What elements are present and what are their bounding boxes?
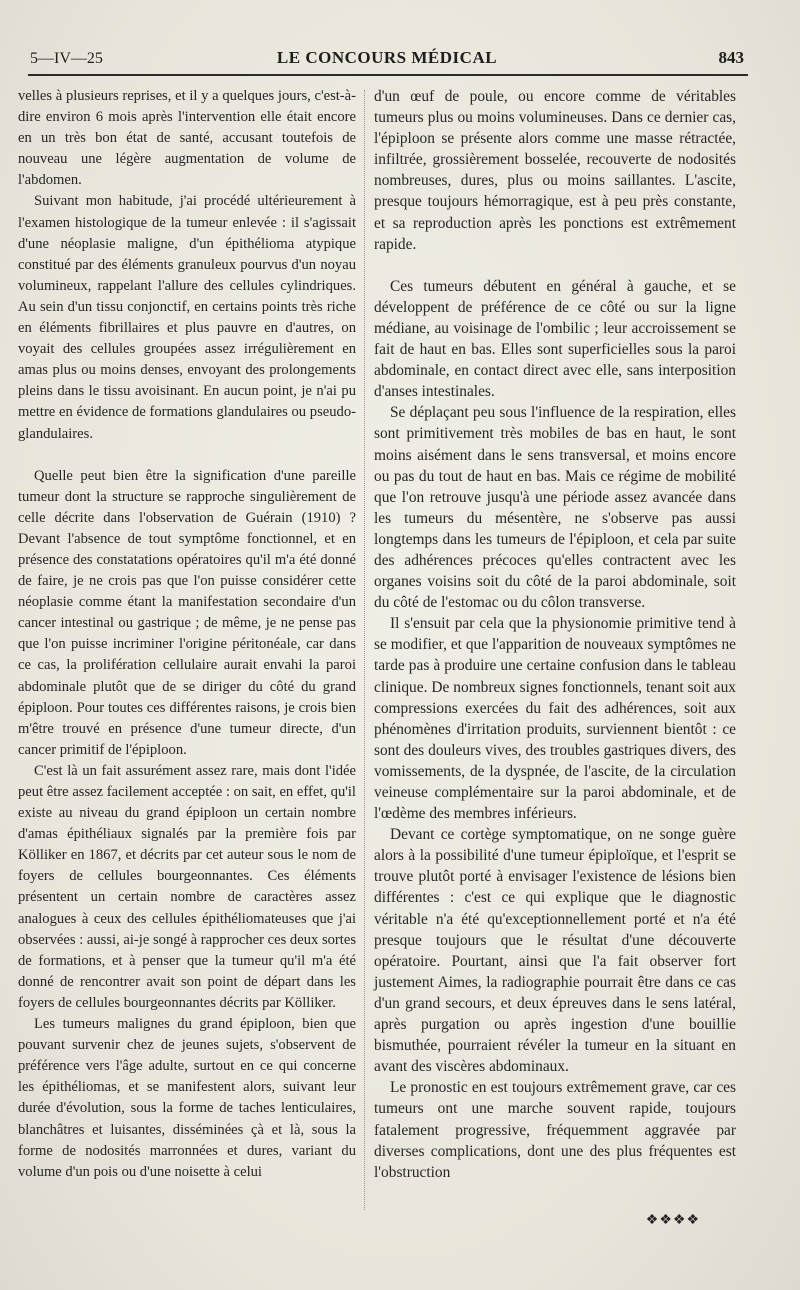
header-rule — [28, 74, 748, 76]
paragraph: Quelle peut bien être la signification d'une pareille tumeur dont la structure se rapproche singulièrement de celle décrite dans l'observation de Guérain (1910) ? Devant l'absence de tout symptôme fonctionnel, et en présence des constatations opératoires qu'il m'a été donné de faire, je ne crois pas que l'on puisse considérer cette néoplasie comme étant la manifestation secondaire d'un cancer intestinal ou gastrique ; de même, je ne pense pas que l'on puisse incriminer l'origine péritonéale, car dans ce cas, la prolifération cellulaire aurait envahi la paroi abdominale plutôt que de se diriger du côté du grand épiploon. Pour toutes ces différentes raisons, je crois bien m'être trouvé en présence d'une tumeur directe, d'un cancer primitif de l'épiploon. — [18, 467, 356, 758]
page-number: 843 — [718, 48, 744, 67]
paragraph: C'est là un fait assurément assez rare, mais dont l'idée peut être assez facilement acceptée : on sait, en effet, qu'il existe au niveau du grand épiploon un certain nombre d'amas épithéliaux signalés par la première fois par Kölliker en 1867, et décrits par cet auteur sous le nom de foyers de cellules bourgeonnantes. Ces éléments présentent un certain nombre de caractères assez analogues à ceux des cellules épithéliomateuses que j'ai observées : aussi, ai-je songé à rapprocher ces deux sortes de formations, et à penser que la tumeur qu'il m'a été donné de rencontrer avait son point de départ dans les foyers de cellules bourgeonnantes décrits par Kölliker. — [18, 762, 356, 1011]
paragraph: velles à plusieurs reprises, et il y a quelques jours, c'est-à-dire environ 6 mois après l'intervention elle était encore en un très bon état de santé, accusant toutefois de nouveau une légère augmentation de volume de l'abdomen. — [18, 88, 356, 189]
paragraph: d'un œuf de poule, ou encore comme de véritables tumeurs plus ou moins volumineuses. Dans ce dernier cas, l'épiploon se présente alors comme une masse rétractée, infiltrée, grossièrement bosselée, recouverte de nodosités nombreuses, dures, plus ou moins saillantes. L'ascite, presque toujours hémorragique, est à peu près constante, et sa reproduction après les ponctions est extrêmement rapide. — [374, 88, 736, 253]
paragraph: Devant ce cortège symptomatique, on ne songe guère alors à la possibilité d'une tumeur épiploïque, et l'esprit se trouve plutôt porté à envisager l'existence de lésions bien différentes : c'est ce qui explique que le diagnostic véritable n'a été qu'exceptionnellement porté et n'a été presque toujours que le résultat d'une découverte opératoire. Pourtant, ainsi que l'a fait observer fort justement Aimes, la radiographie pourrait être dans ce cas d'un grand secours, et deux épreuves dans le sens latéral, après purgation ou après ingestion d'une bouillie bismuthée, pourraient révéler la tumeur en la situant en avant des viscères abdominaux. — [374, 826, 736, 1076]
paragraph: Se déplaçant peu sous l'influence de la respiration, elles sont primitivement très mobiles de bas en haut, le sont moins aisément dans le sens transversal, et moins encore ou pas du tout de haut en bas. Mais ce régime de mobilité que l'on retrouve jusqu'à une période assez avancée dans les tumeurs du mésentère, ne s'observe pas aussi longtemps dans les tumeurs de l'épiploon, et cela par suite des adhérences précoces qu'elles contractent avec les organes voisins soit du côté de la paroi abdominale, soit du côté de l'estomac ou du côlon transverse. — [374, 404, 736, 612]
right-column — [374, 86, 736, 1238]
page-header — [30, 44, 744, 74]
paragraph: Suivant mon habitude, j'ai procédé ultérieurement à l'examen histologique de la tumeur enlevée : il s'agissait d'une néoplasie maligne, d'un épithélioma atypique constitué par des éléments granuleux pourvus d'un noyau volumineux, rappelant l'allure des cellules cylindriques. Au sein d'un tissu conjonctif, en certains points très riche en éléments fibrillaires et plus pauvre en d'autres, on voyait des cellules groupées assez irrégulièrement en amas plus ou moins denses, envoyant des prolongements pleins dans le tissu avoisinant. En aucun point, je n'ai pu mettre en évidence de formations glandulaires ou pseudo-glandulaires. — [18, 193, 356, 442]
left-column — [18, 86, 356, 1238]
column-divider — [364, 90, 365, 1210]
paragraph: Le pronostic en est toujours extrêmement grave, car ces tumeurs ont une marche souvent rapide, toujours fatalement progressive, fréquemment aggravée par diverses complications, dont une des plus fréquentes est l'obstruction — [374, 1079, 736, 1181]
issue-date: 5—IV—25 — [30, 50, 103, 67]
paragraph: Ces tumeurs débutent en général à gauche, et se développent de préférence de ce côté ou sur la ligne médiane, au voisinage de l'ombilic ; leur accroissement se fait de haut en bas. Elles sont superficielles sous la paroi abdominale, en contact direct avec elle, sans interposition d'anses intestinales. — [374, 277, 736, 401]
paragraph: Les tumeurs malignes du grand épiploon, bien que pouvant survenir chez de jeunes sujets, s'observent de préférence vers l'âge adulte, surtout en ce qui concerne les épithéliomas, et se manifestent alors, suivant leur durée d'évolution, sous la forme de taches lenticulaires, blanchâtres et luisantes, disséminées çà et là, sous la forme de nodosités marronnées et dures, variant du volume d'un pois ou d'une noisette à celui — [18, 1016, 356, 1180]
journal-title: LE CONCOURS MÉDICAL — [276, 48, 498, 67]
paragraph: Il s'ensuit par cela que la physionomie primitive tend à se modifier, et que l'apparition de nouveaux symptômes ne tarde pas à produire une certaine confusion dans le tableau clinique. De nombreux signes fonctionnels, tenant soit aux compressions exercées du fait des adhérences, soit aux phénomènes d'irritation produits, surviennent bientôt : ce sont des douleurs vives, des troubles gastriques divers, des vomissements, de la dyspnée, de l'ascite, de la circulation veineuse complémentaire sur la paroi abdominale, et de l'œdème des membres inférieurs. — [374, 615, 736, 823]
end-ornament: ❖❖❖❖ — [645, 1212, 700, 1228]
